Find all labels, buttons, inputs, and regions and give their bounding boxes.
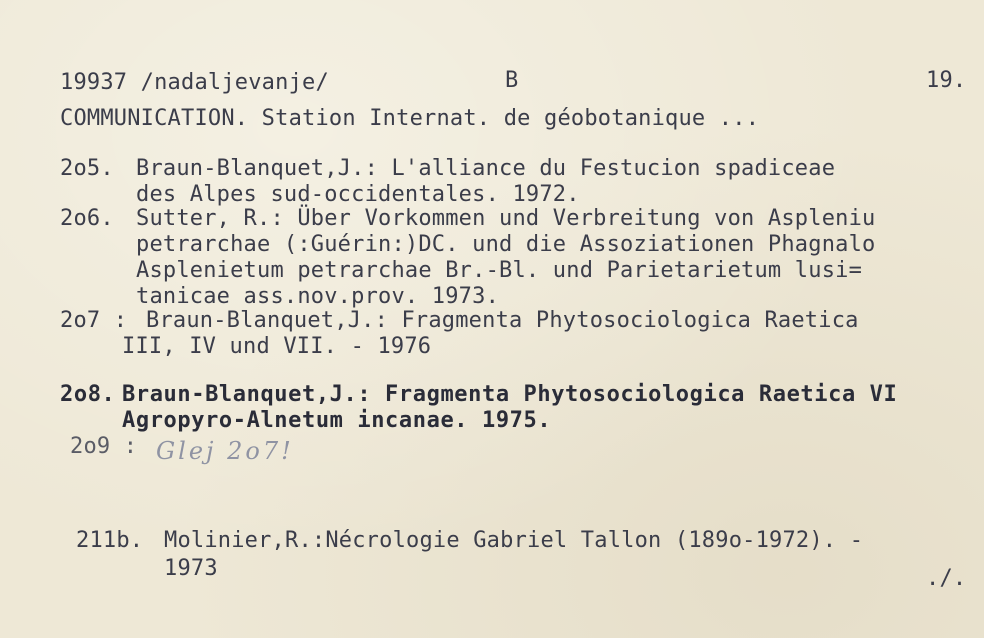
handwritten-note: Glej 2o7! [156,437,294,465]
entry-line: Braun-Blanquet,J.: L'alliance du Festucion spadiceae [136,156,836,181]
entry-number: 211b. [76,528,144,553]
entry-line: petrarchae (:Guérin:)DC. und die Assoziationen Phagnalo [136,232,876,257]
entry-line: tanicae ass.nov.prov. 1973. [136,284,500,309]
series-title: COMMUNICATION. Station Internat. de géobotanique ... [60,106,760,131]
entry-line: Sutter, R.: Über Vorkommen und Verbreitung von Aspleniu [136,206,876,231]
entry-line: Braun-Blanquet,J.: Fragmenta Phytosociologica Raetica VI [122,382,898,407]
entry-number: 2o6. [60,206,114,231]
card-page-number: 19. [926,68,967,93]
entry-line: Agropyro-Alnetum incanae. 1975. [122,408,552,433]
entry-number: 2o5. [60,156,114,181]
entry-line: Molinier,R.:Nécrologie Gabriel Tallon (189o-1972). - [164,528,864,553]
continuation-mark: ./. [926,566,967,591]
entry-number: 2o9 : [70,434,138,459]
card-letter: B [505,68,519,93]
card-number-note: 19937 /nadaljevanje/ [60,70,329,95]
entry-line: III, IV und VII. - 1976 [122,334,432,359]
entry-line: Asplenietum petrarchae Br.-Bl. und Parietarietum lusi= [136,258,863,283]
entry-line: 1973 [164,556,218,581]
entry-number: 2o7 : [60,308,128,333]
entry-number: 2o8. [60,382,116,407]
entry-line: des Alpes sud-occidentales. 1972. [136,182,580,207]
entry-line: Braun-Blanquet,J.: Fragmenta Phytosociologica Raetica [146,308,859,333]
